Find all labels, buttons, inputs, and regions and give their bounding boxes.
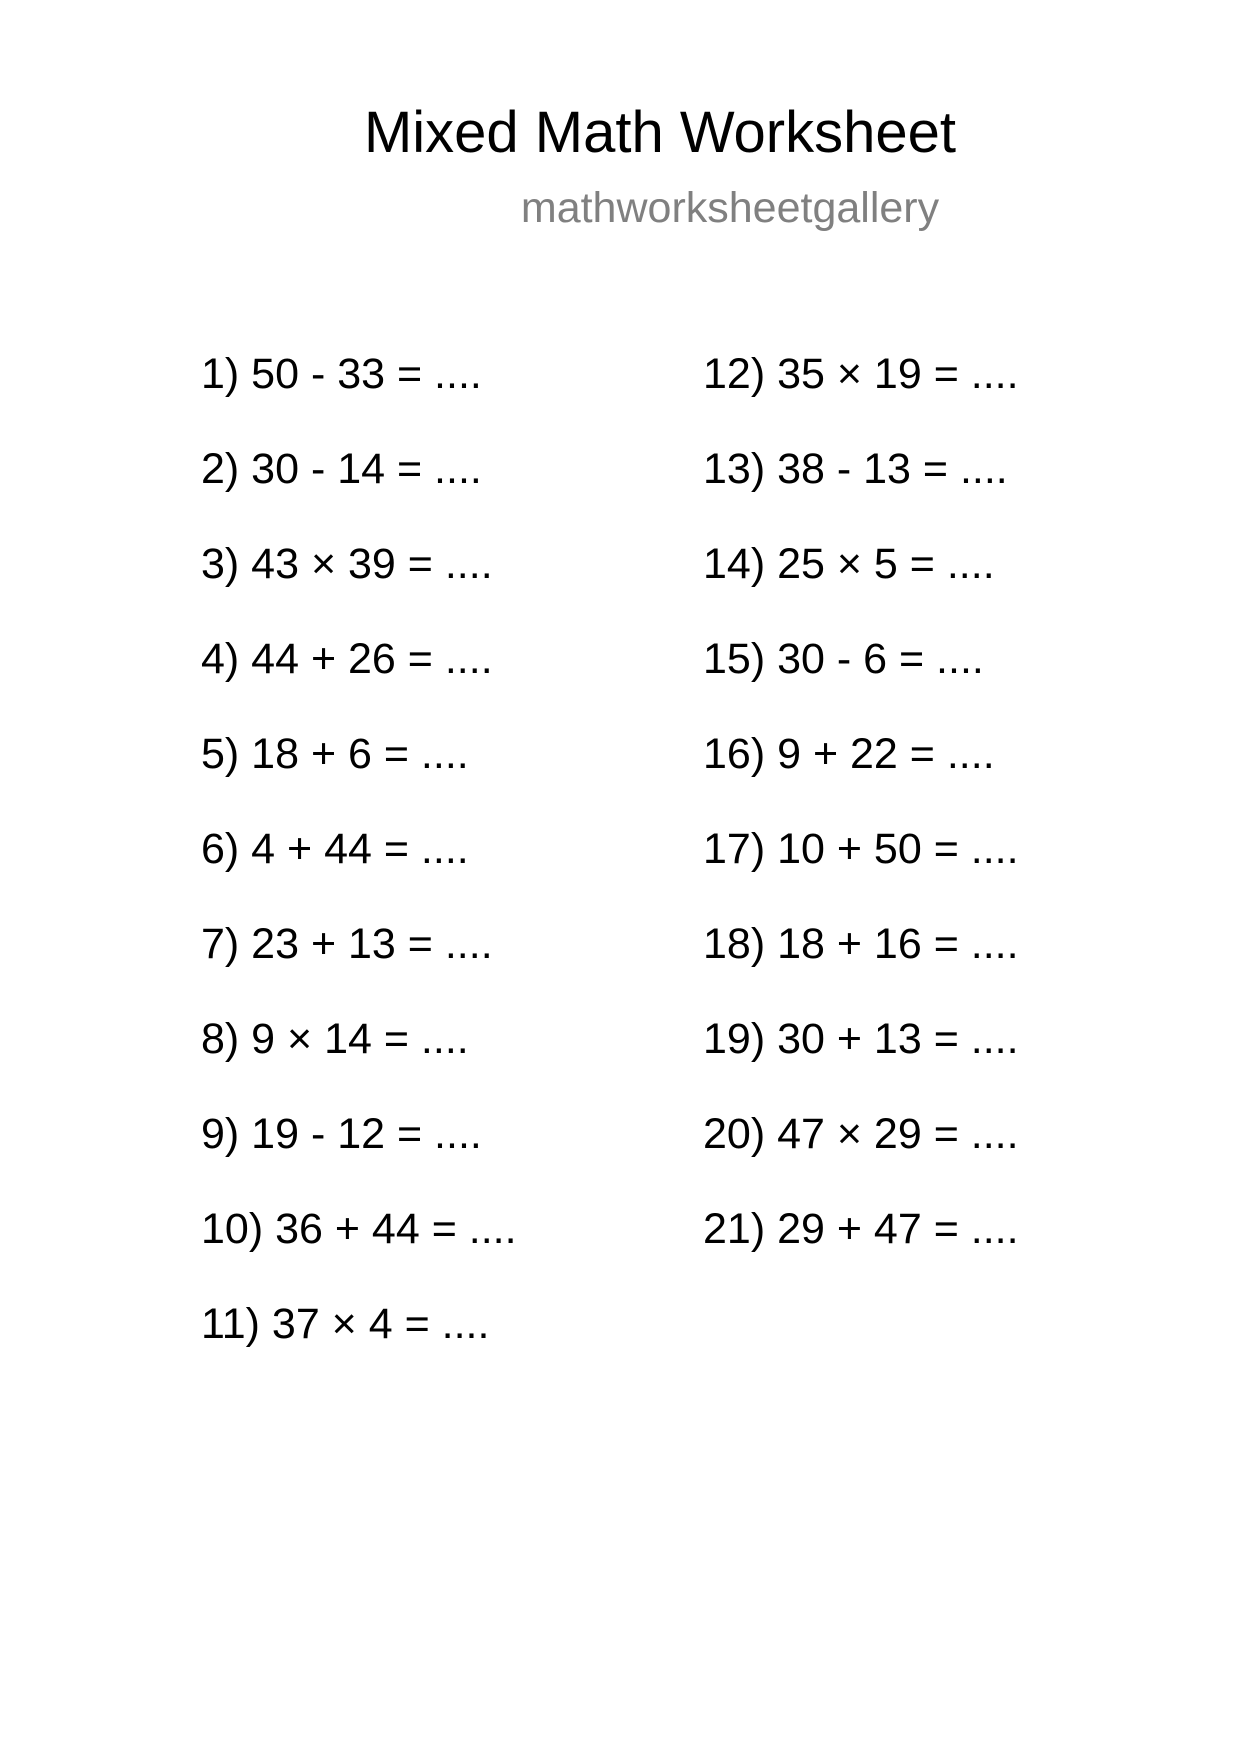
problem-11: 11) 37 × 4 = .... (201, 1300, 490, 1348)
problem-21: 21) 29 + 47 = .... (703, 1205, 1019, 1253)
problem-6: 6) 4 + 44 = .... (201, 825, 469, 873)
problem-3: 3) 43 × 39 = .... (201, 540, 493, 588)
problem-5: 5) 18 + 6 = .... (201, 730, 469, 778)
problem-2: 2) 30 - 14 = .... (201, 445, 482, 493)
problem-17: 17) 10 + 50 = .... (703, 825, 1019, 873)
problem-8: 8) 9 × 14 = .... (201, 1015, 469, 1063)
problem-column-left (201, 346, 517, 1391)
problem-12: 12) 35 × 19 = .... (703, 350, 1019, 398)
problem-15: 15) 30 - 6 = .... (703, 635, 984, 683)
problem-9: 9) 19 - 12 = .... (201, 1110, 482, 1158)
watermark-subtitle: mathworksheetgallery (520, 184, 940, 232)
problem-20: 20) 47 × 29 = .... (703, 1110, 1019, 1158)
problem-column-right (703, 346, 1019, 1296)
problem-18: 18) 18 + 16 = .... (703, 920, 1019, 968)
problem-4: 4) 44 + 26 = .... (201, 635, 493, 683)
problem-16: 16) 9 + 22 = .... (703, 730, 995, 778)
problem-10: 10) 36 + 44 = .... (201, 1205, 517, 1253)
problem-1: 1) 50 - 33 = .... (201, 350, 482, 398)
problem-7: 7) 23 + 13 = .... (201, 920, 493, 968)
problem-14: 14) 25 × 5 = .... (703, 540, 995, 588)
problem-19: 19) 30 + 13 = .... (703, 1015, 1019, 1063)
page-title: Mixed Math Worksheet (363, 100, 957, 165)
problem-13: 13) 38 - 13 = .... (703, 445, 1008, 493)
